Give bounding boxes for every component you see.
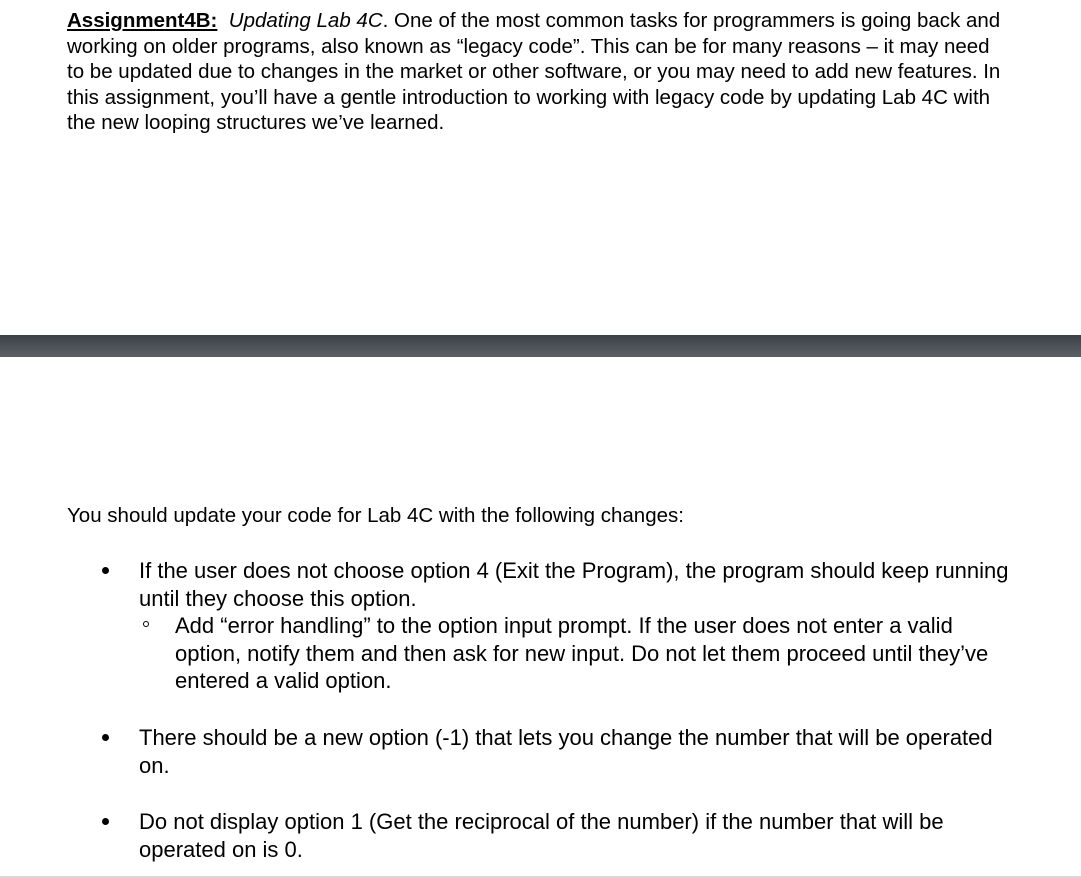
page-separator xyxy=(0,335,1081,357)
bullet-item-keep-running: If the user does not choose option 4 (Exit the Program), the program should keep running until they choose this option. xyxy=(139,558,1009,611)
intro-body-text: . One of the most common tasks for programmers is going back and working on older programs, also known as “legacy code”. This can be for many reasons – it may need to be updated due to changes in the market or other software, or you may need to add new features. In this assignment, you’ll have a gentle introduction to working with legacy code by updating Lab 4C with the new looping structures we’ve learned. xyxy=(67,9,1001,134)
bullet-icon xyxy=(102,734,109,741)
bullet-icon xyxy=(102,567,109,574)
sub-bullet-item-error-handling: Add “error handling” to the option input prompt. If the user does not enter a valid option, notify them and then ask for new input. Do not let them proceed until they’ve entered a valid option. xyxy=(175,613,989,693)
bullet-item-hide-reciprocal: Do not display option 1 (Get the reciprocal of the number) if the number that will be operated on is 0. xyxy=(139,809,944,862)
intro-paragraph xyxy=(67,8,1007,136)
assignment-heading: Assignment4B: xyxy=(67,9,218,32)
sub-bullet-icon xyxy=(143,621,149,627)
bullet-item-new-option: There should be a new option (-1) that lets you change the number that will be operated on. xyxy=(139,725,993,778)
bullet-icon xyxy=(102,818,109,825)
document-page-upper xyxy=(0,0,1081,335)
assignment-subtitle: Updating Lab 4C xyxy=(228,9,383,32)
changes-lead-text: You should update your code for Lab 4C with the following changes: xyxy=(67,504,684,527)
